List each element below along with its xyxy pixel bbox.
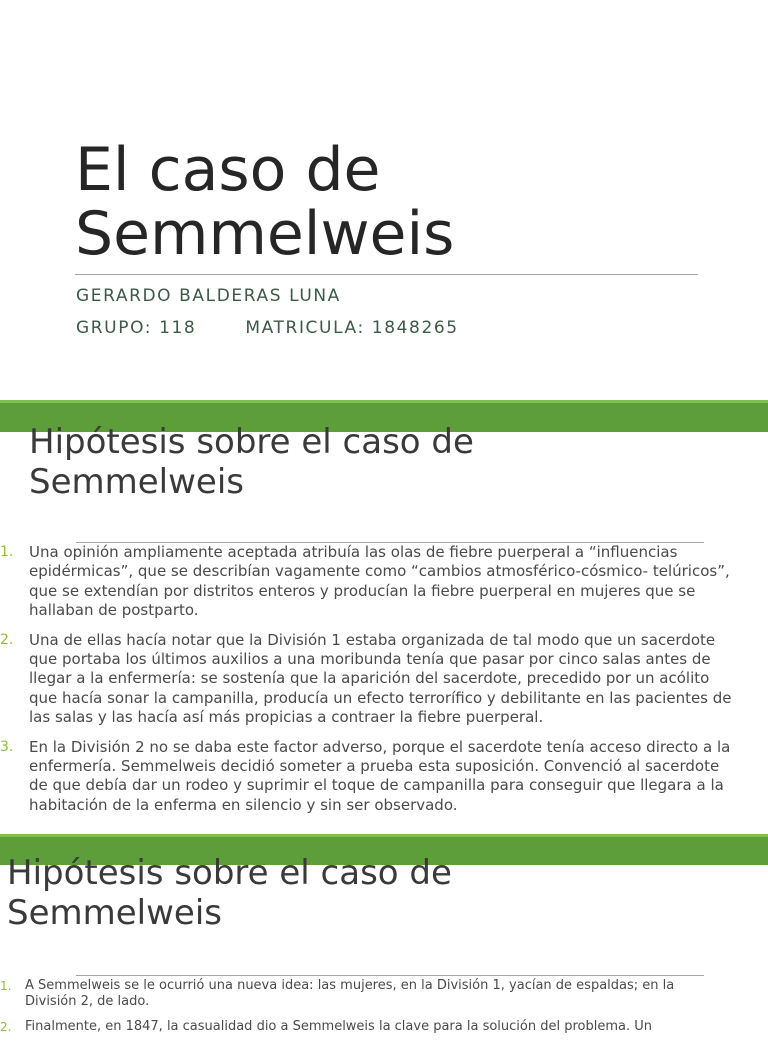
- list-item: [0, 543, 740, 621]
- hypothesis-slide-2: [0, 853, 768, 1034]
- group-and-id: GRUPO: 118 MATRICULA: 1848265: [76, 318, 459, 338]
- list-text: Finalmente, en 1847, la casualidad dio a Semmelweis la clave para la solución del problema. Un: [25, 1019, 653, 1034]
- title-divider: [75, 274, 698, 275]
- title-line-1: Hipótesis sobre el caso de: [29, 422, 474, 462]
- list-item: [0, 738, 740, 816]
- list-number: 2.: [0, 631, 14, 648]
- title-line-2: Semmelweis: [7, 893, 222, 933]
- list-number: 3.: [0, 738, 14, 755]
- slide-title: [75, 135, 715, 269]
- list-text: Una opinión ampliamente aceptada atribuía las olas de fiebre puerperal a “influencias epidérmicas”, que se describían vagamente como “cambios atmosférico-cósmico- telúricos”, que se extendían por distritos enteros y producían la fiebre puerperal en mujeres que se hallaban de postparto.: [29, 543, 730, 620]
- list-item: [0, 631, 740, 728]
- list-text: A Semmelweis se le ocurrió una nueva idea: las mujeres, en la División 1, yacían de espaldas; en la División 2, de lado.: [25, 978, 675, 1009]
- title-divider: [76, 975, 704, 976]
- title-line-2: Semmelweis: [29, 462, 244, 502]
- list-number: 1.: [0, 544, 14, 560]
- title-line-1: El caso de: [75, 135, 381, 205]
- list-number: 1.: [0, 979, 12, 993]
- hypothesis-list: [0, 978, 720, 1044]
- title-line-1: Hipótesis sobre el caso de: [7, 853, 452, 893]
- list-text: En la División 2 no se daba este factor adverso, porque el sacerdote tenía acceso directo a la enfermería. Semmelweis decidió someter a prueba esta suposición. Convenció al sacerdote de que debía dar un rodeo y suprimir el toque de campanilla para conseguir que llegara a la habitación de la enferma en silencio y sin ser observado.: [29, 737, 731, 814]
- slide-title: [7, 853, 727, 933]
- list-number: 2.: [0, 1020, 12, 1034]
- list-item: [0, 1019, 720, 1035]
- hypothesis-list: [0, 543, 740, 825]
- title-slide: [0, 0, 768, 400]
- title-line-2: Semmelweis: [75, 199, 455, 269]
- list-item: [0, 978, 720, 1010]
- author-name: GERARDO BALDERAS LUNA: [76, 286, 341, 306]
- list-text: Una de ellas hacía notar que la División 1 estaba organizada de tal modo que un sacerdote que portaba los últimos auxilios a una moribunda tenía que pasar por cinco salas antes de llegar a la enfermería: se sostenía que la aparición del sacerdote, precedido por un acólito que hacía sonar la campanilla, producía un efecto terrorífico y debilitante en las pacientes de las salas y las hacía así más propicias a contraer la fiebre puerperal.: [29, 630, 732, 727]
- slide-title: [29, 422, 729, 502]
- hypothesis-slide-1: [0, 422, 768, 834]
